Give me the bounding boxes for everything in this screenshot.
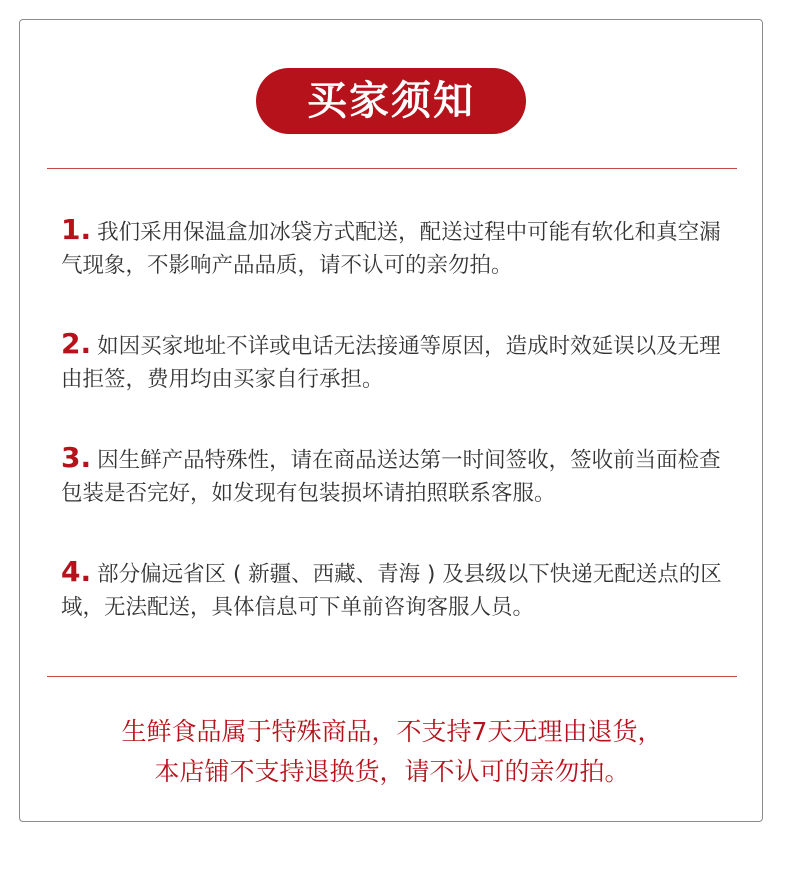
- item-text: 部分偏远省区 ( 新疆、西藏、青海 ) 及县级以下快递无配送点的区域，无法配送，具体信息可下单前咨询客服人员。: [61, 562, 722, 620]
- return-policy-notice: [20, 712, 764, 792]
- page-title: 买家须知: [256, 68, 526, 134]
- item-number: 3.: [61, 441, 92, 474]
- list-item: [61, 213, 737, 282]
- item-number: 2.: [61, 327, 92, 360]
- notice-line-1: 生鲜食品属于特殊商品，不支持7天无理由退货，: [121, 717, 663, 746]
- list-item: [61, 441, 737, 510]
- notice-line-2: 本店铺不支持退换货，请不认可的亲勿拍。: [154, 757, 630, 786]
- item-number: 1.: [61, 213, 92, 246]
- notice-card: [19, 19, 763, 822]
- item-number: 4.: [61, 555, 92, 588]
- item-text: 我们采用保温盒加冰袋方式配送，配送过程中可能有软化和真空漏气现象，不影响产品品质，请不认可的亲勿拍。: [61, 220, 721, 278]
- item-text: 因生鲜产品特殊性，请在商品送达第一时间签收，签收前当面检查包装是否完好，如发现有包装损坏请拍照联系客服。: [61, 448, 721, 506]
- item-text: 如因买家地址不详或电话无法接通等原因，造成时效延误以及无理由拒签，费用均由买家自行承担。: [61, 334, 721, 392]
- list-item: [61, 555, 737, 624]
- bottom-divider: [47, 676, 737, 677]
- top-divider: [47, 168, 737, 169]
- list-item: [61, 327, 737, 396]
